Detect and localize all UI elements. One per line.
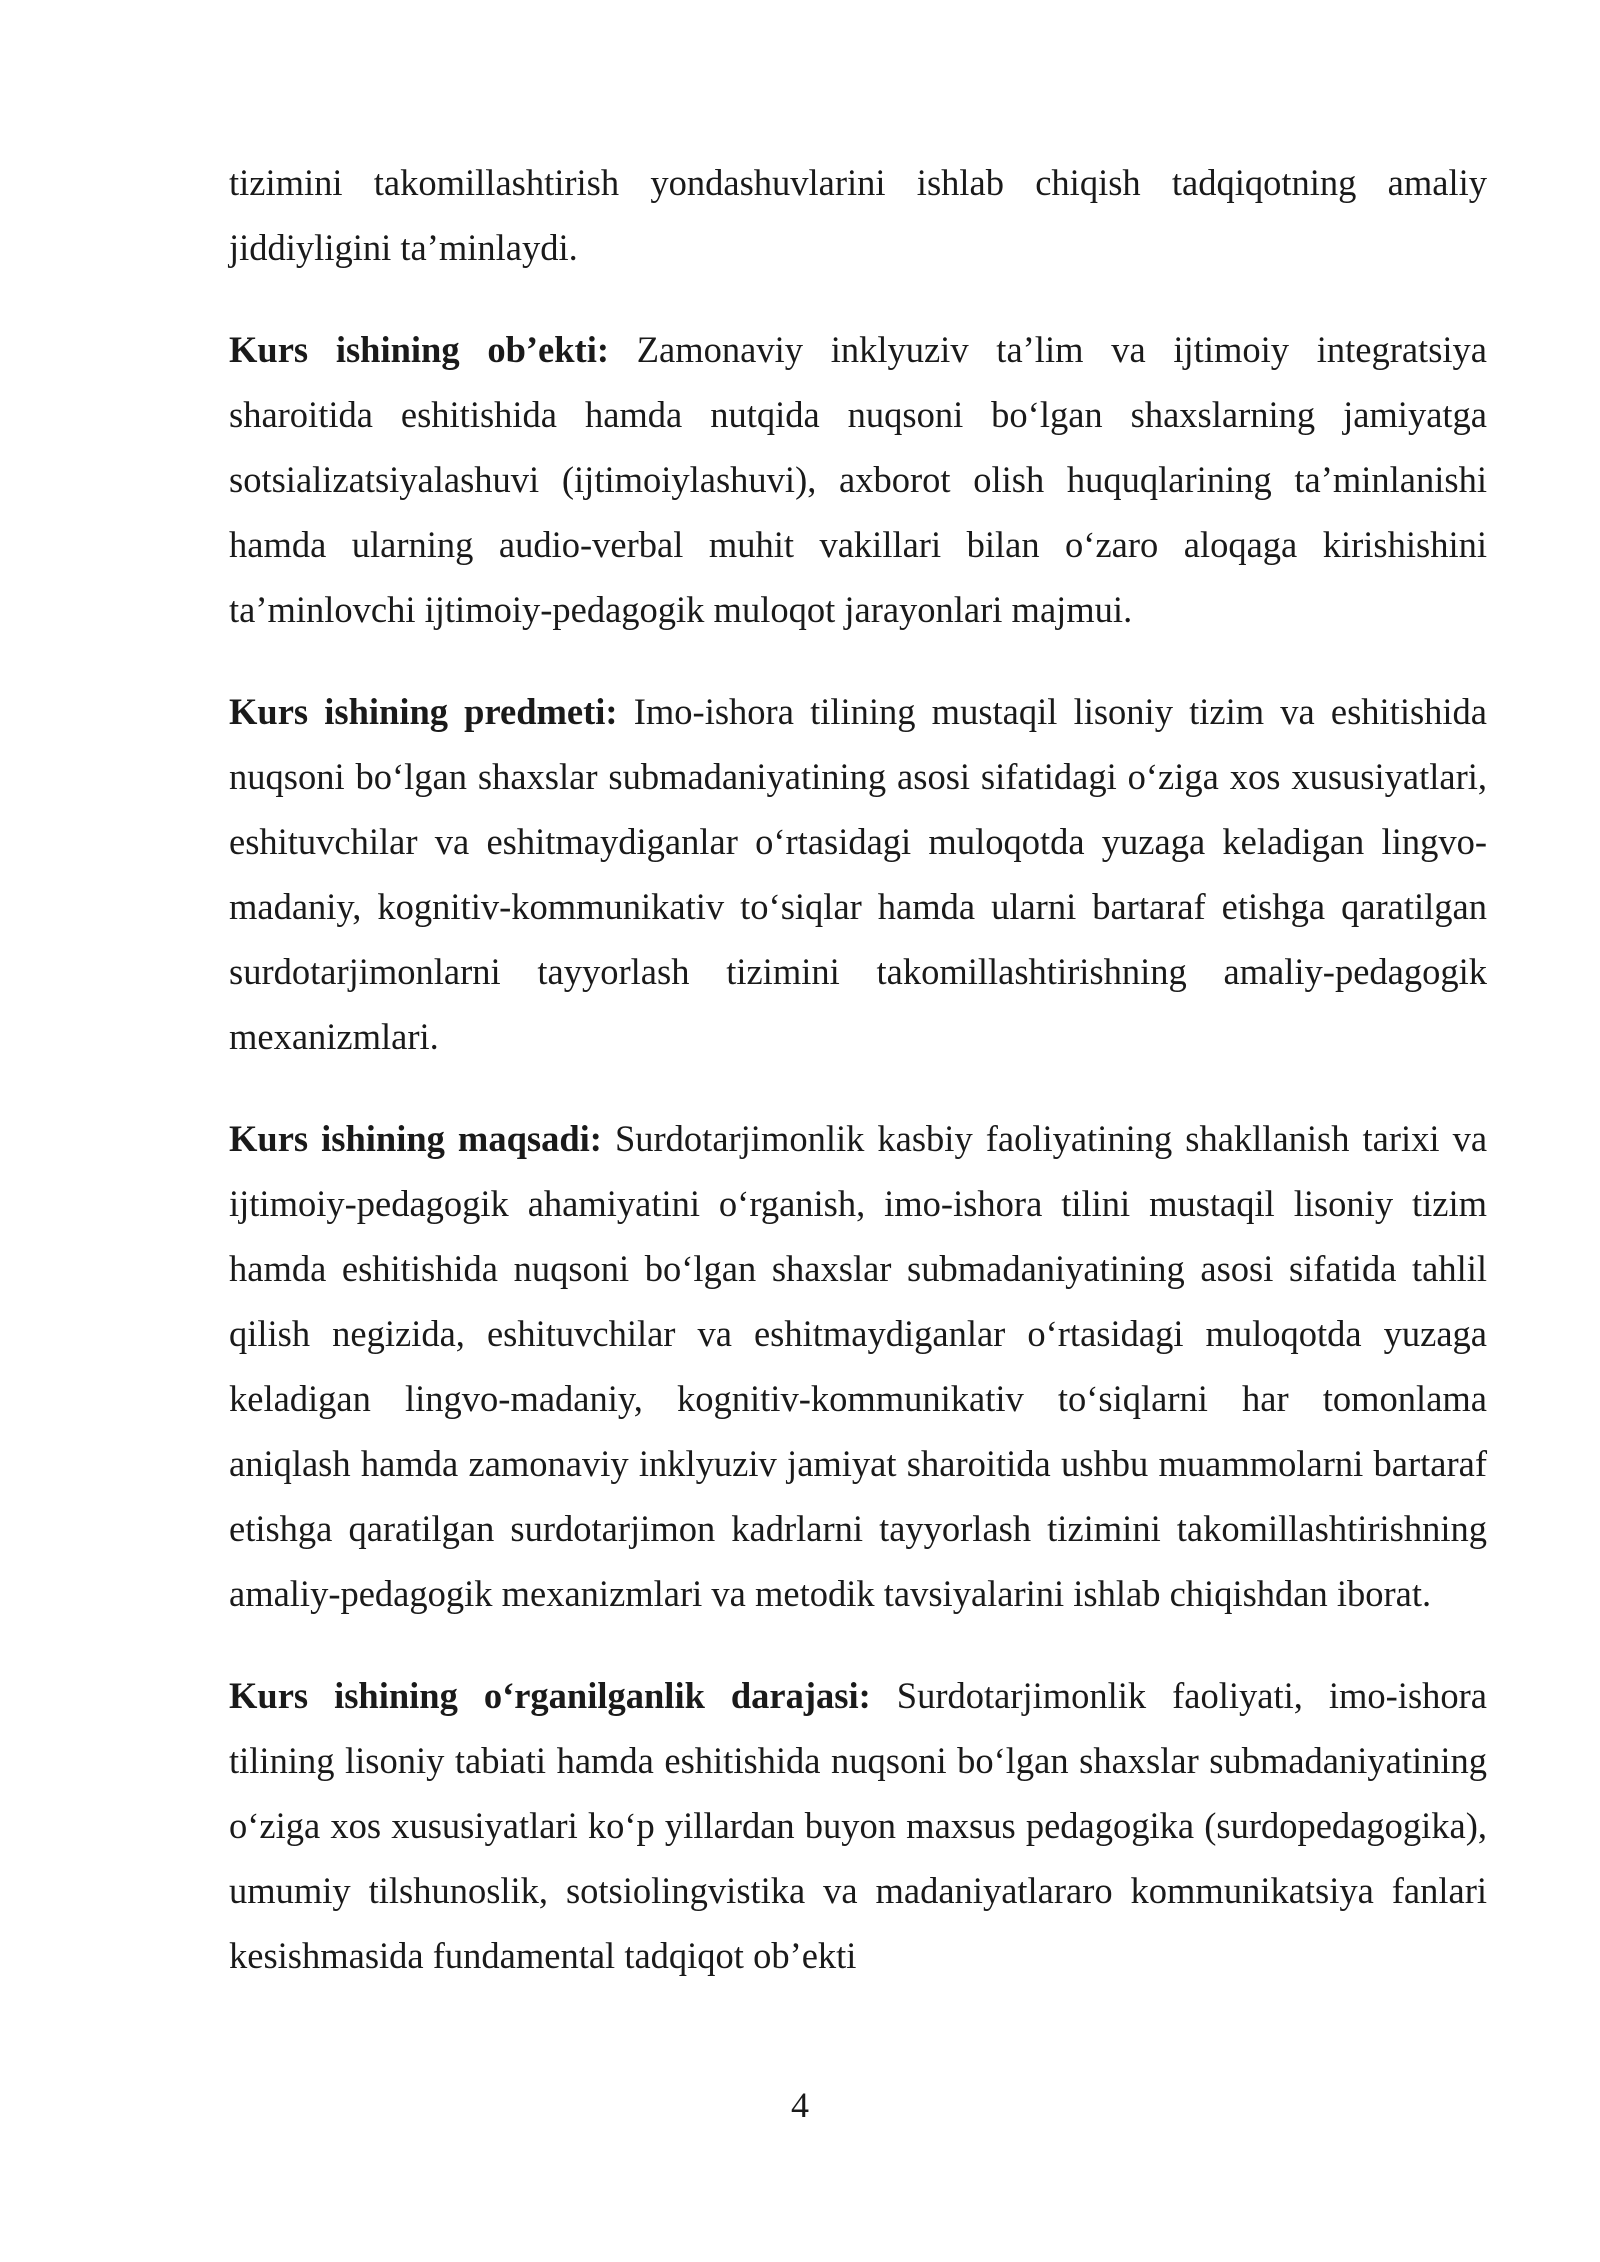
- paragraph-continuation: [229, 150, 1487, 280]
- paragraph-heading: Kurs ishining oʻrganilganlik darajasi:: [229, 1675, 871, 1716]
- paragraph-study-level: [229, 1663, 1487, 1988]
- paragraph-text: Surdotarjimonlik faoliyati, imo-ishora tilining lisoniy tabiati hamda eshitishida nuqsoni boʻlgan shaxslar submadaniyatining oʻziga xos xususiyatlari koʻp yillardan buyon maxsus pedagogika (surdopedagogika), umumiy tilshunoslik, sotsiolingvistika va madaniyatlararo kommunikatsiya fanlari kesishmasida fundamental tadqiqot ob’ekti: [229, 1675, 1488, 1976]
- paragraph-heading: Kurs ishining predmeti:: [229, 691, 618, 732]
- paragraph-text: Surdotarjimonlik kasbiy faoliyatining shakllanish tarixi va ijtimoiy-pedagogik ahamiyatini oʻrganish, imo-ishora tilini mustaqil lisoniy tizim hamda eshitishida nuqsoni boʻlgan shaxslar submadaniyatining asosi sifatida tahlil qilish negizida, eshituvchilar va eshitmaydiganlar oʻrtasidagi muloqotda yuzaga keladigan lingvo-madaniy, kognitiv-kommunikativ toʻsiqlarni har tomonlama aniqlash hamda zamonaviy inklyuziv jamiyat sharoitida ushbu muammolarni bartaraf etishga qaratilgan surdotarjimon kadrlarni tayyorlash tizimini takomillashtirishning amaliy-pedagogik mexanizmlari va metodik tavsiyalarini ishlab chiqishdan iborat.: [229, 1118, 1488, 1614]
- document-page: [229, 150, 1487, 1988]
- paragraph-heading: Kurs ishining ob’ekti:: [229, 329, 609, 370]
- paragraph-subject: [229, 679, 1487, 1069]
- paragraph-heading: Kurs ishining maqsadi:: [229, 1118, 602, 1159]
- page-number: 4: [791, 2085, 809, 2125]
- paragraph-text: Zamonaviy inklyuziv ta’lim va ijtimoiy integratsiya sharoitida eshitishida hamda nutqida nuqsoni boʻlgan shaxslarning jamiyatga sotsializatsiyalashuvi (ijtimoiylashuvi), axborot olish huquqlarining ta’minlanishi hamda ularning audio-verbal muhit vakillari bilan oʻzaro aloqaga kirishishini ta’minlovchi ijtimoiy-pedagogik muloqot jarayonlari majmui.: [229, 329, 1487, 630]
- paragraph-goal: [229, 1106, 1487, 1626]
- paragraph-text: tizimini takomillashtirish yondashuvlarini ishlab chiqish tadqiqotning amaliy jiddiyligini ta’minlaydi.: [229, 162, 1487, 268]
- paragraph-text: Imo-ishora tilining mustaqil lisoniy tizim va eshitishida nuqsoni boʻlgan shaxslar submadaniyatining asosi sifatidagi oʻziga xos xususiyatlari, eshituvchilar va eshitmaydiganlar oʻrtasidagi muloqotda yuzaga keladigan lingvo-madaniy, kognitiv-kommunikativ toʻsiqlar hamda ularni bartaraf etishga qaratilgan surdotarjimonlarni tayyorlash tizimini takomillashtirishning amaliy-pedagogik mexanizmlari.: [229, 691, 1488, 1057]
- paragraph-object: [229, 317, 1487, 642]
